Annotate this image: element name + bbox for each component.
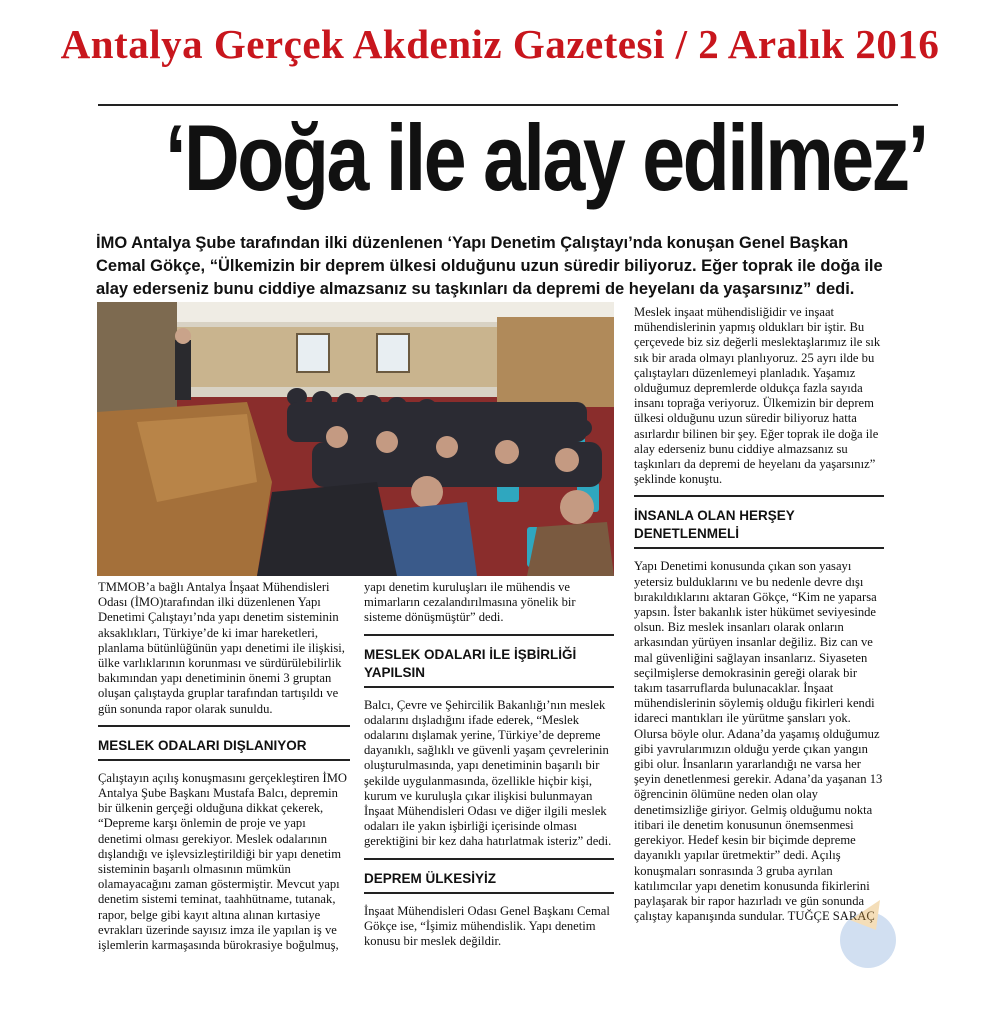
column-1-intro: TMMOB’a bağlı Antalya İnşaat Mühendisleri Odası (İMO)tarafından ilki düzenlenen Yapı Denetimi Çalıştayı’nda yapı denetim sisteminin aksaklıkları, Türkiye’de ki imar hareketleri, planlama bütünlüğünün yapı denetimi ile ilişkisi, ülke varlıklarının korunması ve sürdürülebilirlik bakımından yapı denetiminin önemi 3 gruptan oluşan çalıştayda gruplar tarafından tartışıldı ve gün sonunda rapor olarak sunuldu. — [98, 580, 345, 716]
watermark-logo-icon — [830, 880, 900, 980]
lead-line: Cemal Gökçe, “Ülkemizin bir deprem ülkesi olduğunu uzun süredir biliyoruz. Eğer toprak ile doğa ile — [96, 257, 883, 275]
section-heading: DEPREM ÜLKESİYİZ — [364, 858, 614, 894]
lead-line: alay ederseniz bunu ciddiye almazsanız su taşkınları da depremi de heyelanı da yaşarsınız” dedi. — [96, 280, 855, 298]
column-3-intro: Meslek inşaat mühendisliğidir ve inşaat mühendislerinin yapmış oldukları bir iştir. Bu çerçevede biz siz değerli meslektaşlarımız ile sık sık bir arada olmayı planlıyoruz. 25 ayrı ilde bu çalıştayları düzenlemeyi planladık. Yaşamız olduğumuz depremlerde oldukça fazla sayıda insanı toprağa veriyoruz. Ülkemizin bir deprem ülkesi olduğunu uzun süredir biliyoruz hatta asırlardır bilinen bir şey. Eğer toprak ile doğa ile alay ederseniz bunu ciddiye almazsanız su taşkınları da depremi de heyelanı da yaşarsınız” şeklinde konuştu. — [634, 305, 881, 487]
column-2 — [364, 580, 614, 949]
headline: ‘Doğa ile alay edilmez’ — [165, 105, 927, 210]
lead-paragraph — [96, 232, 898, 301]
column-3 — [634, 305, 884, 924]
section-heading: İNSANLA OLAN HERŞEY DENETLENMELİ — [634, 495, 884, 549]
column-3-body: Yapı Denetimi konusunda çıkan son yasayı yetersiz bulduklarını ve bu nedenle devre dışı bırakıldıklarını aktaran Gökçe, “Kim ne yaparsa yapsın. İster bakanlık ister hükümet seviyesinde olsun. Biz meslek insanları olarak onların arkasından yürüyen insanlar değiliz. Biz can ve mal güvenliğini sağlayan insanlarız. Siyaseten seçilmişlerse demokrasinin gereği olarak bir takım tasarruflarda bulunacaklar. İnşaat mühendislerinin söylemiş olduğu fikirleri kendi idareci mantıkları ile yürütme şansları yok. Olursa böyle olur. Adana’da yaşamış olduğumuz gibi yavrularımızın olduğu yerde çıkan yangın gibi olur. İnsanların yararlandığı ne varsa her şeyin denetlenmesi gerekir. Adana’da yaşanan 13 öğrencinin ölümüne neden olan olay denetimsizliğe giriyor. Gelmiş olduğumu nokta itibari ile denetim konusunun önemsenmesi gerekiyor. Hedef kesin bir biçimde depreme dayanıklı yapılar üretmektir” dedi. Açılış konuşmaları sonrasında 3 gruba ayrılan katılımcılar yapı denetim konusunda fikirlerini paylaşarak bir rapor hazırladı ve gün sonunda çalıştay kapanışında sundular. TUĞÇE SARAÇ — [634, 559, 883, 924]
column-2-intro: yapı denetim kuruluşları ile mühendis ve mimarların cezalandırılmasına yönelik bir sisteme dönüşmüştür” dedi. — [364, 580, 576, 625]
conference-photo — [97, 302, 614, 576]
column-1-body: Çalıştayın açılış konuşmasını gerçekleştiren İMO Antalya Şube Başkanı Mustafa Balcı, depremin bir ülkenin gerçeği olduğuna dikkat çekerek, “Depreme karşı önlemin de proje ve yapı denetimi olması gerekiyor. Meslek odalarının dışlandığı ve işlevsizleştirildiği bir yapı denetim sisteminin başarılı olmasının mümkün olamayacağını zaman göstermiştir. Mevcut yapı denetim sistemi teminat, taahhütname, tutanak, rapor, belge gibi kayıt altına alınan kırtasiye evrakları üzerinde sayısız imza ile yapılan iş ve işlemlerin karmaşasında bürokrasiye boğulmuş, — [98, 770, 348, 953]
section-heading: MESLEK ODALARI DIŞLANIYOR — [98, 725, 350, 761]
section-heading: MESLEK ODALARI İLE İŞBİRLİĞİ YAPILSIN — [364, 634, 614, 688]
column-2-body: Balcı, Çevre ve Şehircilik Bakanlığı’nın meslek odalarını dışladığını ifade ederek, “Meslek odalarını dışlamak yerine, Türkiye’de depreme dayanıklı, sağlıklı ve güvenli yaşam çevrelerinin oluşturulmasında, yapı denetiminin başarılı bir şekilde uygulanmasında, özellikle hiçbir kişi, kurum ve kuruluşla çıkar ilişkisi bulunmayan İnşaat Mühendisleri Odası ve diğer ilgili meslek odaları ile yakın işbirliği içerisinde olması gerektiğini bir kez daha hatırlatmak isteriz” dedi. — [364, 697, 612, 849]
column-2-body: İnşaat Mühendisleri Odası Genel Başkanı Cemal Gökçe ise, “İşimiz mühendislik. Yapı denetim konusu bir meslek değildir. — [364, 903, 610, 949]
column-1 — [98, 580, 350, 953]
masthead: Antalya Gerçek Akdeniz Gazetesi / 2 Aralık 2016 — [60, 21, 940, 67]
lead-line: İMO Antalya Şube tarafından ilki düzenlenen ‘Yapı Denetim Çalıştayı’nda konuşan Genel Başkan — [96, 234, 849, 252]
